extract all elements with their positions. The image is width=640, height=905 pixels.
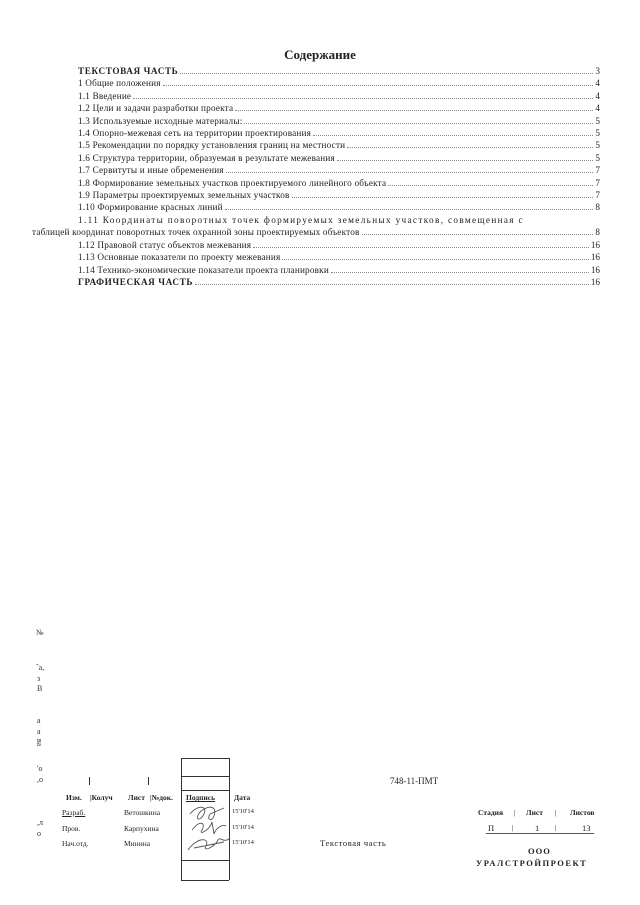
- toc-entry-label: 1.9 Параметры проектируемых земельных участков: [78, 190, 290, 201]
- toc-entry-page: 7: [595, 190, 600, 201]
- toc-entry-label: 1.13 Основные показатели по проекту межевания: [78, 252, 281, 263]
- name-head: Минина: [124, 839, 151, 848]
- side-mark: а: [37, 727, 41, 736]
- toc-entry-label: 1.4 Опорно-межевая сеть на территории проектирования: [78, 128, 312, 139]
- toc-entry[interactable]: [78, 177, 600, 189]
- side-mark: ва: [35, 738, 45, 747]
- toc-entry-page: 8: [595, 227, 600, 238]
- leader-dots: [163, 84, 594, 86]
- role-head: Нач.отд.: [62, 839, 89, 848]
- organization-name: УРАЛСТРОЙПРОЕКТ: [476, 858, 588, 868]
- leader-dots: [225, 208, 594, 210]
- date-checker: 15'10'14: [232, 824, 254, 831]
- header-date: Дата: [234, 793, 251, 802]
- header-sheet: Лист: [526, 808, 543, 817]
- header-izm: Изм.: [66, 793, 82, 802]
- leader-dots: [244, 122, 593, 124]
- toc-entry-page: 16: [590, 239, 600, 250]
- toc-entry-page: 3: [595, 66, 600, 76]
- separator: |: [514, 808, 516, 817]
- toc-entry-label: 1.2 Цели и задачи разработки проекта: [78, 103, 234, 114]
- leader-dots: [133, 97, 593, 99]
- separator: |: [555, 808, 557, 817]
- toc-entry-label: 1.14 Технико-экономические показатели проекта планировки: [78, 264, 329, 275]
- date-head: 15'10'14: [232, 839, 254, 846]
- side-mark: ˆа,: [36, 663, 45, 672]
- side-mark: В: [37, 684, 43, 693]
- toc-entry[interactable]: [78, 77, 600, 89]
- role-checker: Пров.: [62, 824, 81, 833]
- side-mark: №: [36, 628, 44, 637]
- sheet-value: 1: [535, 823, 540, 833]
- stage-value: П: [488, 823, 495, 833]
- header-kol: |Колуч: [90, 793, 113, 802]
- toc-entry-page: 4: [595, 78, 600, 89]
- side-mark: 'о: [37, 764, 43, 773]
- toc-entry-label: 1.5 Рекомендации по порядку установления границ на местности: [78, 140, 346, 151]
- side-mark: ,о: [37, 775, 43, 784]
- header-list: Лист: [128, 793, 145, 802]
- side-mark: а: [37, 716, 41, 725]
- date-developer: 15'10'14: [232, 808, 254, 815]
- toc-section-heading[interactable]: [78, 276, 600, 288]
- toc-entry-label: 1.3 Используемые исходные материалы:: [78, 115, 243, 126]
- leader-dots: [180, 72, 593, 74]
- toc-entry[interactable]: [78, 189, 600, 201]
- toc-entry-page: 5: [595, 152, 600, 163]
- toc-entry-page: 5: [595, 140, 600, 151]
- toc-entry[interactable]: [78, 127, 600, 139]
- leader-dots: [347, 146, 593, 148]
- document-code: 748-11-ПМТ: [390, 776, 439, 786]
- toc-entry-page: 5: [595, 115, 600, 126]
- leader-dots: [292, 196, 594, 198]
- section-name: Текстовая часть: [320, 838, 387, 848]
- toc-section-heading[interactable]: [78, 65, 600, 77]
- toc-entry-label: ТЕКСТОВАЯ ЧАСТЬ: [78, 66, 179, 76]
- separator: |: [512, 823, 514, 832]
- toc-entry-label: 1.11 Координаты поворотных точек формируемых земельных участков, совмещенная с: [78, 214, 524, 225]
- leader-dots: [388, 184, 593, 186]
- toc-entry-page: 7: [595, 165, 600, 176]
- side-mark: о: [37, 829, 41, 838]
- toc-entry-label: ГРАФИЧЕСКАЯ ЧАСТЬ: [78, 276, 194, 287]
- toc-entry-page: 4: [595, 103, 600, 114]
- toc-entry[interactable]: [78, 239, 600, 251]
- toc-wrapped-entry[interactable]: [32, 214, 600, 239]
- header-sheets: Листов: [570, 808, 595, 817]
- leader-dots: [195, 283, 589, 285]
- leader-dots: [235, 109, 593, 111]
- toc-entry[interactable]: [78, 264, 600, 276]
- toc-entry[interactable]: [78, 164, 600, 176]
- toc-entry-page: 7: [595, 177, 600, 188]
- side-mark: ,л: [37, 818, 43, 827]
- toc-entry-label: 1.6 Структура территории, образуемая в результате межевания: [78, 152, 335, 163]
- toc-entry-label: 1.10 Формирование красных линий: [78, 202, 223, 213]
- toc-entry-label: 1.7 Сервитуты и иные обременения: [78, 165, 224, 176]
- leader-dots: [253, 246, 589, 248]
- toc-entry-label: 1.8 Формирование земельных участков проектируемого линейного объекта: [78, 177, 387, 188]
- organization-form: ООО: [528, 846, 551, 856]
- leader-dots: [362, 233, 594, 235]
- toc-entry[interactable]: [78, 90, 600, 102]
- side-mark: з: [37, 674, 41, 683]
- toc-entry-page: 5: [595, 128, 600, 139]
- separator: |: [555, 823, 557, 832]
- page-title: Содержание: [284, 47, 356, 62]
- toc-entry-label: 1.1 Введение: [78, 90, 132, 101]
- role-developer: Разраб.: [62, 808, 86, 817]
- toc-entry[interactable]: [78, 152, 600, 164]
- toc-entry[interactable]: [78, 115, 600, 127]
- name-checker: Карпухина: [124, 824, 159, 833]
- toc-entry-page: 4: [595, 90, 600, 101]
- header-signature: Подпись: [186, 793, 216, 802]
- toc-entry[interactable]: [78, 102, 600, 114]
- leader-dots: [331, 271, 589, 273]
- name-developer: Ветошкина: [124, 808, 161, 817]
- toc-entry[interactable]: [78, 139, 600, 151]
- table-of-contents: [32, 65, 600, 288]
- toc-entry-page: 16: [590, 252, 600, 263]
- toc-entry-page: 16: [590, 264, 600, 275]
- toc-entry-label: 1.12 Правовой статус объектов межевания: [78, 239, 252, 250]
- toc-entry-label: 1 Общие положения: [78, 78, 161, 89]
- sheets-value: 13: [582, 823, 591, 833]
- toc-entry-page: 16: [590, 276, 600, 287]
- leader-dots: [226, 171, 594, 173]
- signatures: [184, 800, 234, 858]
- leader-dots: [313, 134, 593, 136]
- header-ndoc: |№док.: [150, 793, 173, 802]
- header-stage: Стадия: [478, 808, 504, 817]
- leader-dots: [337, 159, 593, 161]
- toc-entry-page: 8: [595, 202, 600, 213]
- toc-entry[interactable]: [78, 251, 600, 263]
- toc-entry-label: таблицей координат поворотных точек охранной зоны проектируемых объектов: [32, 227, 360, 238]
- leader-dots: [282, 258, 588, 260]
- toc-entry[interactable]: [78, 201, 600, 213]
